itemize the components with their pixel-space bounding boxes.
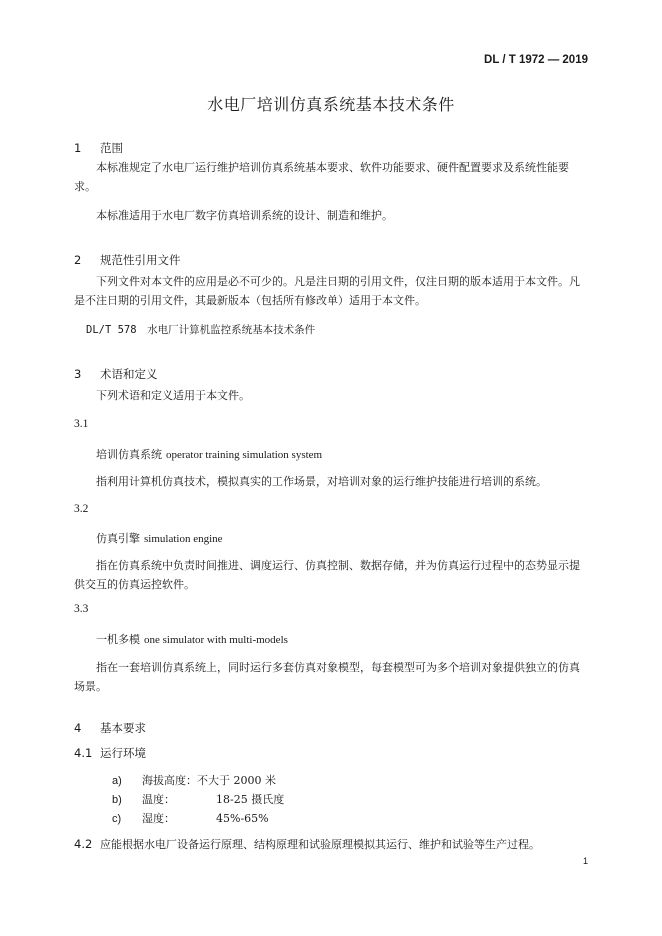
list-marker: a) [112, 775, 122, 787]
term-3-2-number: 3.2 [74, 503, 89, 515]
term-3-1-heading [96, 446, 322, 462]
page-number: 1 [582, 856, 588, 866]
term-3-1-number: 3.1 [74, 418, 89, 430]
section-4-number: 4 [74, 721, 82, 735]
term-3-2-heading [96, 530, 223, 546]
term-3-2-english: simulation engine [144, 533, 223, 545]
section-4-title: 基本要求 [100, 721, 146, 735]
section-1-number: 1 [74, 141, 82, 155]
term-3-2-chinese: 仿真引擎 [96, 532, 140, 545]
clause-4-2-number: 4.2 [74, 837, 93, 851]
list-item [112, 810, 269, 826]
term-3-1-chinese: 培训仿真系统 [96, 448, 162, 461]
section-1-paragraph-1: 本标准规定了水电厂运行维护培训仿真系统基本要求、软件功能要求、硬件配置要求及系统性能要求。 [74, 161, 569, 193]
clause-4-1-title: 运行环境 [100, 746, 146, 760]
list-item-key: 温度： [142, 793, 175, 806]
term-3-2-definition: 指在仿真系统中负责时间推进、调度运行、仿真控制、数据存储，并为仿真运行过程中的态势显示提供交互的仿真运控软件。 [74, 559, 580, 591]
list-marker: b) [112, 794, 122, 806]
list-item [112, 772, 276, 788]
section-2-paragraph: 下列文件对本文件的应用是必不可少的。凡是注日期的引用文件，仅注日期的版本适用于本文件。凡是不注日期的引用文件，其最新版本（包括所有修改单）适用于本文件。 [74, 275, 580, 307]
list-item-value: 45%-65% [216, 812, 269, 825]
term-3-3-english: one simulator with multi-models [144, 634, 288, 646]
term-3-3-chinese: 一机多模 [96, 633, 140, 646]
clause-4-1-heading [74, 745, 146, 761]
term-3-1-english: operator training simulation system [166, 449, 323, 461]
list-item-key: 海拔高度： [142, 774, 197, 787]
standard-number: DL / T 1972 — 2019 [484, 54, 588, 66]
clause-4-2 [74, 836, 540, 852]
list-item-value: 18-25 摄氏度 [216, 793, 285, 806]
term-3-3-number: 3.3 [74, 603, 89, 615]
section-4-heading [74, 720, 146, 736]
normative-reference: DL/T 578 水电厂计算机监控系统基本技术条件 [86, 324, 316, 336]
list-item-key: 湿度： [142, 812, 175, 825]
list-item [112, 791, 284, 807]
list-item-value: 不大于 2000 米 [197, 774, 276, 787]
document-title: 水电厂培训仿真系统基本技术条件 [207, 95, 455, 114]
section-2-heading [74, 252, 181, 268]
section-1-paragraph-2: 本标准适用于水电厂数字仿真培训系统的设计、制造和维护。 [96, 209, 393, 222]
clause-4-1-number: 4.1 [74, 746, 93, 760]
section-2-number: 2 [74, 253, 82, 267]
term-3-3-definition: 指在一套培训仿真系统上，同时运行多套仿真对象模型，每套模型可为多个培训对象提供独立的仿真场景。 [74, 661, 580, 693]
term-3-3-heading [96, 631, 288, 647]
clause-4-2-text: 应能根据水电厂设备运行原理、结构原理和试验原理模拟其运行、维护和试验等生产过程。 [100, 838, 540, 851]
section-2-title: 规范性引用文件 [100, 253, 181, 267]
section-1-heading [74, 140, 123, 156]
section-3-number: 3 [74, 367, 82, 381]
term-3-1-definition: 指利用计算机仿真技术，模拟真实的工作场景，对培训对象的运行维护技能进行培训的系统。 [96, 475, 547, 488]
section-1-title: 范围 [100, 141, 123, 155]
section-3-intro: 下列术语和定义适用于本文件。 [96, 389, 250, 402]
list-marker: c) [112, 813, 122, 825]
section-3-heading [74, 366, 158, 382]
section-3-title: 术语和定义 [100, 367, 158, 381]
